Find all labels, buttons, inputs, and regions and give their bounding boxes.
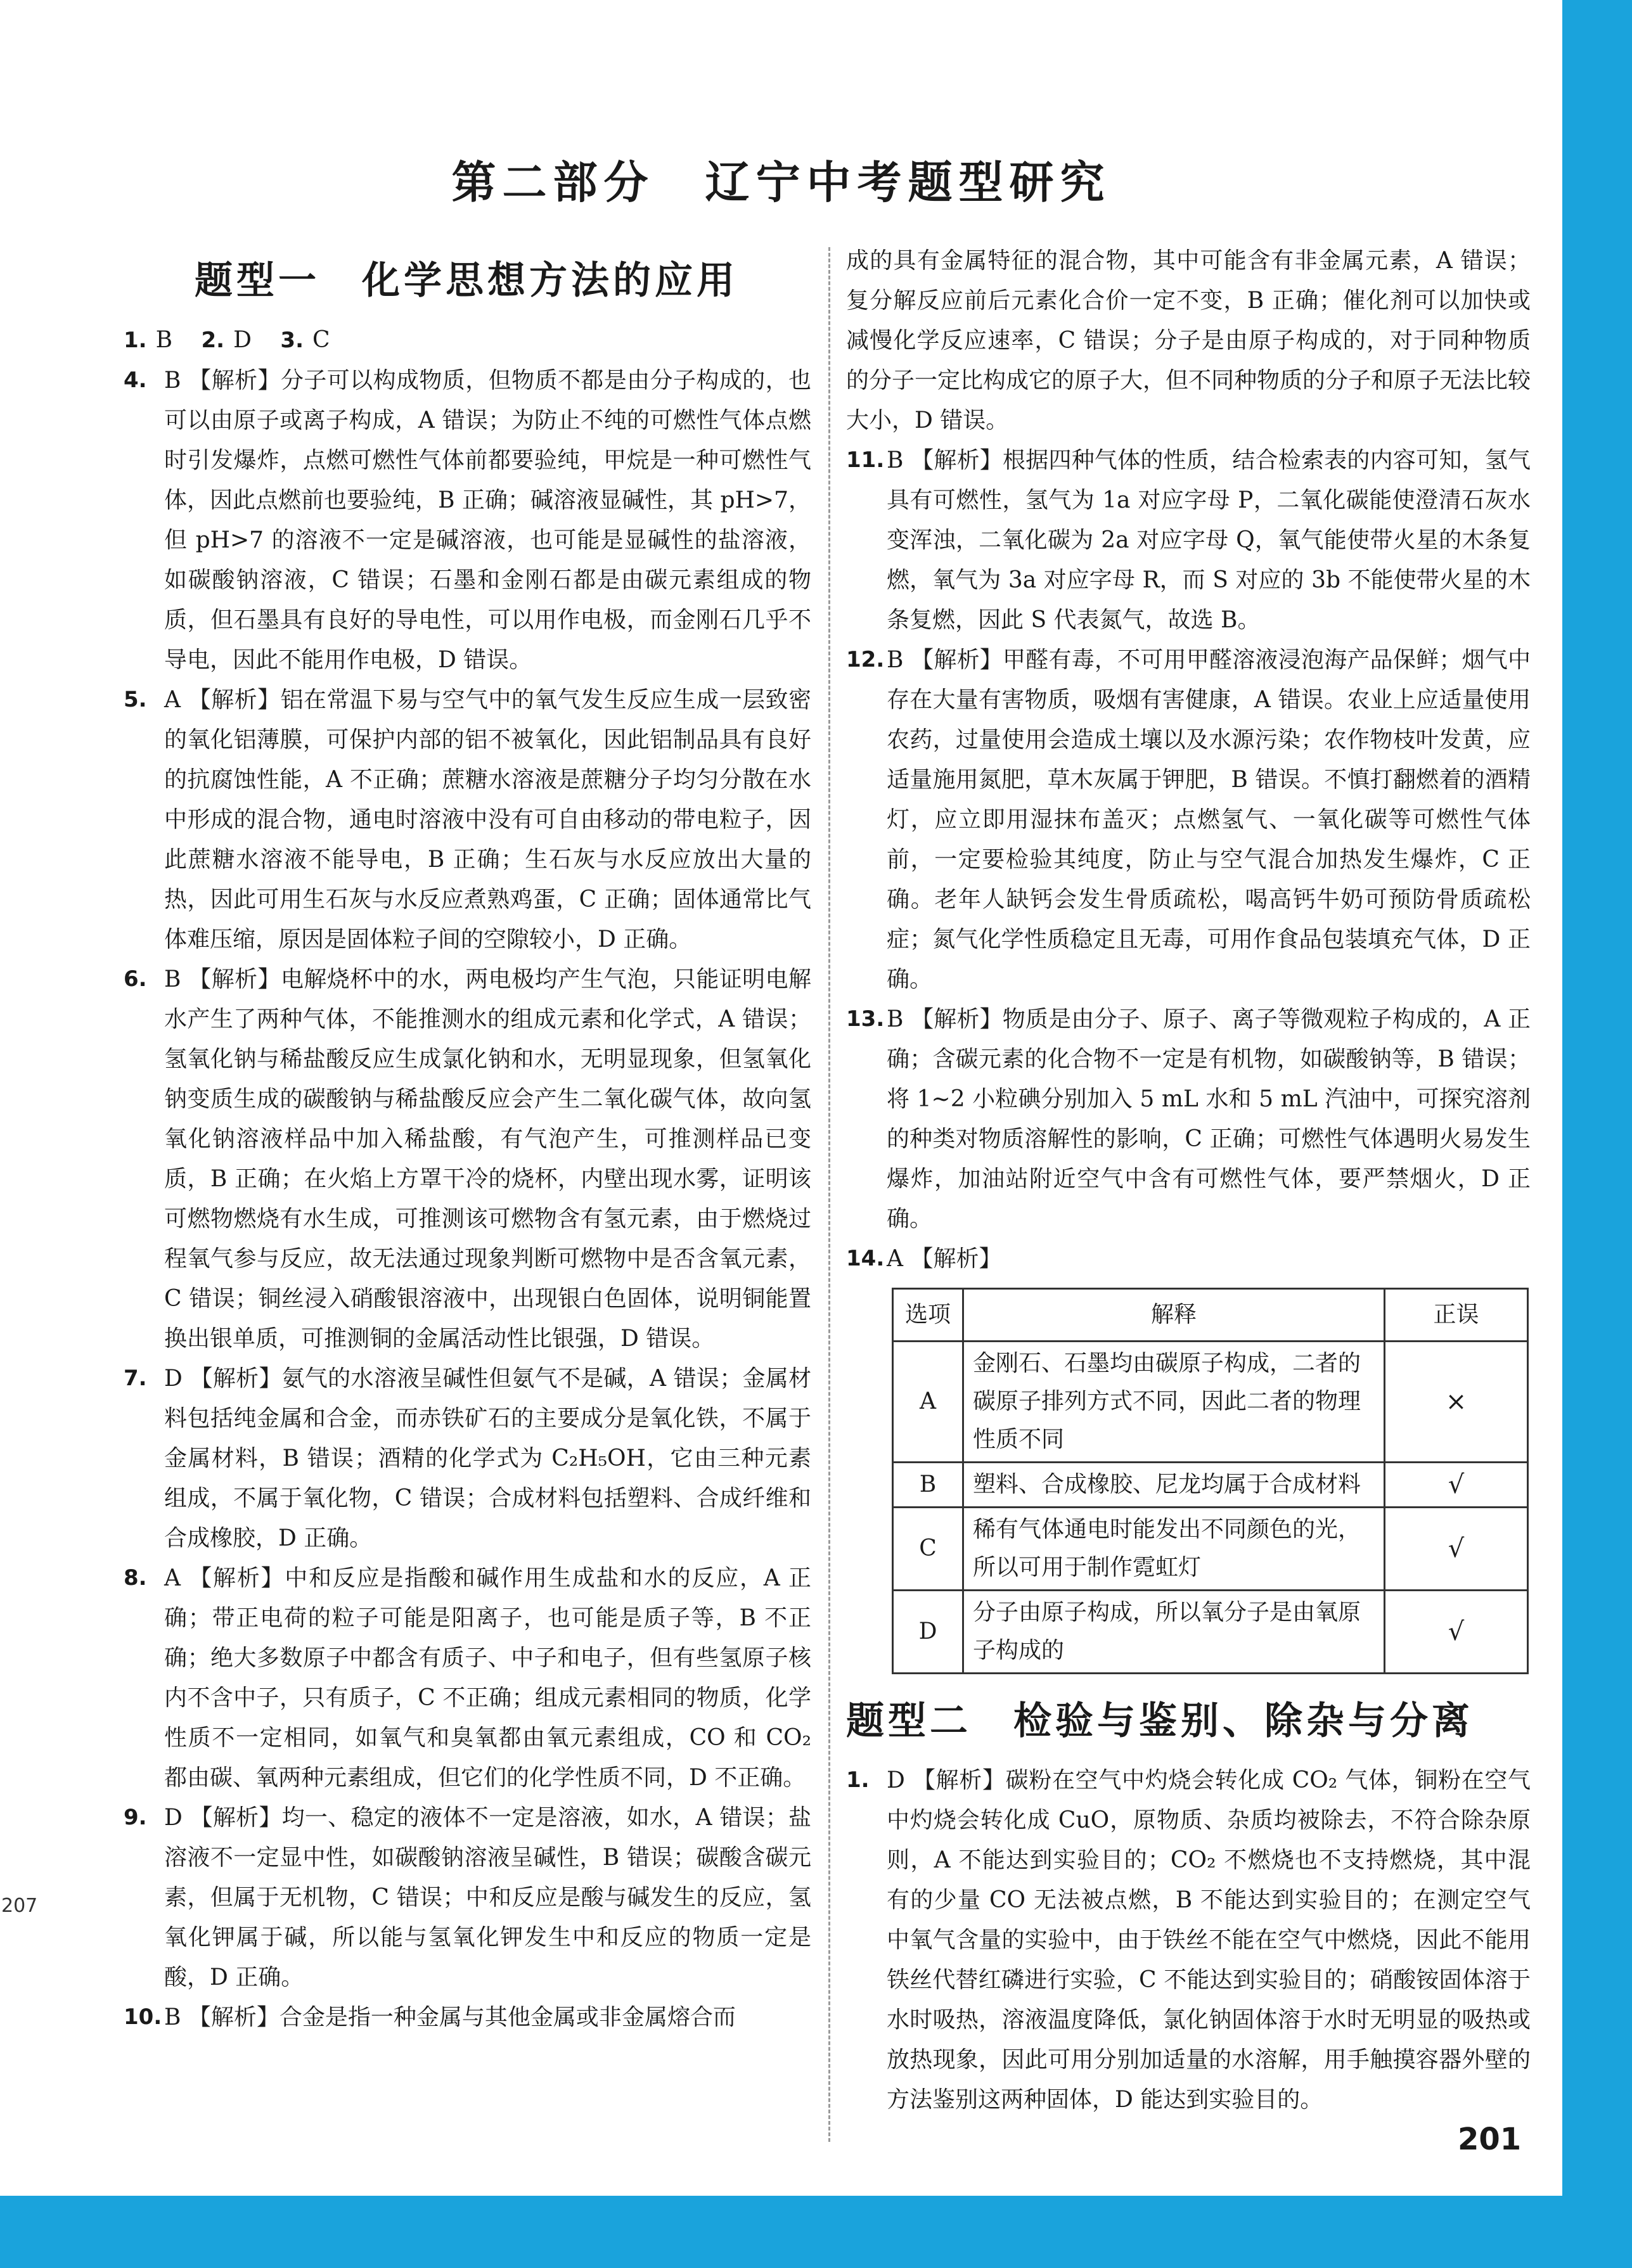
answer-item bbox=[846, 1239, 1531, 1279]
item-text: D 【解析】碳粉在空气中灼烧会转化成 CO₂ 气体，铜粉在空气中灼烧会转化成 CuO，原物质、杂质均被除去，不符合除杂原则，A 不能达到实验目的；CO₂ 不燃烧也不支持燃烧，其中混有的少量 CO 无法被点燃，B 不能达到实验目的；在测定空气中氧气含量的实验中，由于铁丝不能在空气中燃烧，因此不能用铁丝代替红磷进行实验，C 不能达到实验目的；硝酸铵固体溶于水时吸热，溶液温度降低，氯化钠固体溶于水时无明显的吸热或放热现象，因此可用分别加适量的水溶解，用手触摸容器外壁的方法鉴别这两种固体，D 能达到实验目的。 bbox=[887, 1767, 1531, 2113]
item-text: A 【解析】中和反应是指酸和碱作用生成盐和水的反应，A 正确；带正电荷的粒子可能是阳离子，也可能是质子等，B 不正确；绝大多数原子中都含有质子、中子和电子，但有些氢原子核内不含中子，只有质子，C 不正确；组成元素相同的物质，化学性质不一定相同，如氧气和臭氧都由氧元素组成，CO 和 CO₂ 都由碳、氧两种元素组成，但它们的化学性质不同，D 不正确。 bbox=[164, 1565, 811, 1791]
table-header: 解释 bbox=[963, 1289, 1385, 1342]
table-header: 选项 bbox=[893, 1289, 963, 1342]
answer-num: 1. bbox=[124, 328, 147, 353]
item-text: A 【解析】 bbox=[887, 1246, 1002, 1272]
answer-item bbox=[124, 959, 811, 1359]
item-text: D 【解析】均一、稳定的液体不一定是溶液，如水，A 错误；盐溶液不一定显中性，如碳酸钠溶液呈碱性，B 错误；碳酸含碳元素，但属于无机物，C 错误；中和反应是酸与碱发生的反应，氢氧化钾属于碱，所以能与氢氧化钾发生中和反应的物质一定是酸，D 正确。 bbox=[164, 1805, 811, 1990]
item-text: D 【解析】氨气的水溶液呈碱性但氨气不是碱，A 错误；金属材料包括纯金属和合金，而赤铁矿石的主要成分是氧化铁，不属于金属材料，B 错误；酒精的化学式为 C₂H₅OH，它由三种元素组成，不属于氧化物，C 错误；合成材料包括塑料、合成纤维和合成橡胶，D 正确。 bbox=[164, 1366, 811, 1551]
answer-item bbox=[124, 361, 811, 680]
continued-text: 成的具有金属特征的混合物，其中可能含有非金属元素，A 错误；复分解反应前后元素化合价一定不变，B 正确；催化剂可以加快或减慢化学反应速率，C 错误；分子是由原子构成的，对于同种物质的分子一定比构成它的原子大，但不同种物质的分子和原子无法比较大小，D 错误。 bbox=[846, 248, 1531, 433]
answer-item bbox=[846, 999, 1531, 1239]
table-header: 正误 bbox=[1385, 1289, 1528, 1342]
answer-item bbox=[124, 1997, 811, 2037]
item-number: 4. bbox=[124, 368, 147, 393]
answer-value: C bbox=[312, 327, 330, 353]
table-row bbox=[893, 1342, 1528, 1463]
verdict-cell: × bbox=[1385, 1342, 1528, 1463]
answer-item bbox=[846, 1760, 1531, 2120]
item-number: 1. bbox=[846, 1767, 870, 1793]
option-cell: B bbox=[893, 1463, 963, 1508]
column-divider bbox=[828, 247, 830, 2142]
item-number: 11. bbox=[846, 447, 885, 473]
table-header-row bbox=[893, 1289, 1528, 1342]
item-number: 6. bbox=[124, 966, 147, 992]
item-number: 10. bbox=[124, 2004, 162, 2030]
explanation-cell: 塑料、合成橡胶、尼龙均属于合成材料 bbox=[963, 1463, 1385, 1508]
item-text: B 【解析】物质是由分子、原子、离子等微观粒子构成的，A 正确；含碳元素的化合物不一定是有机物，如碳酸钠等，B 错误；将 1~2 小粒碘分别加入 5 mL 水和 5 mL 汽油中，可探究溶剂的种类对物质溶解性的影响，C 正确；可燃性气体遇明火易发生爆炸，加油站附近空气中含有可燃性气体，要严禁烟火，D 正确。 bbox=[887, 1006, 1531, 1232]
item-text: B 【解析】合金是指一种金属与其他金属或非金属熔合而 bbox=[164, 2004, 736, 2030]
answer-item bbox=[124, 1798, 811, 1997]
explanation-cell: 金刚石、石墨均由碳原子构成，二者的碳原子排列方式不同，因此二者的物理性质不同 bbox=[963, 1342, 1385, 1463]
explanation-cell: 稀有气体通电时能发出不同颜色的光，所以可用于制作霓虹灯 bbox=[963, 1508, 1385, 1591]
item-text: B 【解析】分子可以构成物质，但物质不都是由分子构成的，也可以由原子或离子构成，A 错误；为防止不纯的可燃性气体点燃时引发爆炸，点燃可燃性气体前都要验纯，甲烷是一种可燃性气体，因此点燃前也要验纯，B 正确；碱溶液显碱性，其 pH>7，但 pH>7 的溶液不一定是碱溶液，也可能是显碱性的盐溶液，如碳酸钠溶液，C 错误；石墨和金刚石都是由碳元素组成的物质，但石墨具有良好的导电性，可以用作电极，而金刚石几乎不导电，因此不能用作电极，D 错误。 bbox=[164, 368, 811, 673]
answer-item bbox=[846, 640, 1531, 999]
page-number: 201 bbox=[1458, 2122, 1522, 2157]
right-column bbox=[846, 241, 1531, 2120]
item-number: 9. bbox=[124, 1805, 147, 1830]
item-number: 8. bbox=[124, 1565, 147, 1591]
answer-num: 3. bbox=[280, 328, 304, 353]
item-text: A 【解析】铝在常温下易与空气中的氧气发生反应生成一层致密的氧化铝薄膜，可保护内部的铝不被氧化，因此铝制品具有良好的抗腐蚀性能，A 不正确；蔗糖水溶液是蔗糖分子均匀分散在水中形成的混合物，通电时溶液中没有可自由移动的带电粒子，因此蔗糖水溶液不能导电，B 正确；生石灰与水反应放出大量的热，因此可用生石灰与水反应煮熟鸡蛋，C 正确；固体通常比气体难压缩，原因是固体粒子间的空隙较小，D 正确。 bbox=[164, 687, 811, 952]
verdict-cell: √ bbox=[1385, 1508, 1528, 1591]
answer-item bbox=[846, 440, 1531, 640]
item-text: B 【解析】根据四种气体的性质，结合检索表的内容可知，氢气具有可燃性，氢气为 1a 对应字母 P，二氧化碳能使澄清石灰水变浑浊，二氧化碳为 2a 对应字母 Q，氧气能使带火星的木条复燃，氧气为 3a 对应字母 R，而 S 对应的 3b 不能使带火星的木条复燃，因此 S 代表氮气，故选 B。 bbox=[887, 447, 1531, 633]
side-page-number: 207 bbox=[1, 1895, 38, 1917]
item-text: B 【解析】电解烧杯中的水，两电极均产生气泡，只能证明电解水产生了两种气体，不能推测水的组成元素和化学式，A 错误；氢氧化钠与稀盐酸反应生成氯化钠和水，无明显现象，但氢氧化钠变质生成的碳酸钠与稀盐酸反应会产生二氧化碳气体，故向氢氧化钠溶液样品中加入稀盐酸，有气泡产生，可推测样品已变质，B 正确；在火焰上方罩干冷的烧杯，内壁出现水雾，证明该可燃物燃烧有水生成，可推测该可燃物含有氢元素，由于燃烧过程氧气参与反应，故无法通过现象判断可燃物中是否含氧元素，C 错误；铜丝浸入硝酸银溶液中，出现银白色固体，说明铜能置换出银单质，可推测铜的金属活动性比银强，D 错误。 bbox=[164, 966, 811, 1352]
explanation-table bbox=[892, 1288, 1529, 1674]
item-number: 12. bbox=[846, 647, 885, 672]
answer-value: B bbox=[155, 327, 173, 353]
answer-num: 2. bbox=[201, 328, 225, 353]
answer-value: D bbox=[233, 327, 252, 353]
left-column bbox=[124, 250, 811, 2037]
part-title: 第二部分 辽宁中考题型研究 bbox=[451, 157, 1111, 208]
table-row bbox=[893, 1591, 1528, 1674]
answer-item bbox=[124, 680, 811, 959]
option-cell: C bbox=[893, 1508, 963, 1591]
item-number: 13. bbox=[846, 1006, 885, 1032]
answer-item bbox=[124, 1558, 811, 1798]
section-title-2: 题型二 检验与鉴别、除杂与分离 bbox=[846, 1699, 1474, 1743]
explanation-cell: 分子由原子构成，所以氧分子是由氧原子构成的 bbox=[963, 1591, 1385, 1674]
table-row bbox=[893, 1463, 1528, 1508]
item-text: B 【解析】甲醛有毒，不可用甲醛溶液浸泡海产品保鲜；烟气中存在大量有害物质，吸烟有害健康，A 错误。农业上应适量使用农药，过量使用会造成土壤以及水源污染；农作物枝叶发黄，应适量施用氮肥，草木灰属于钾肥，B 错误。不慎打翻燃着的酒精灯，应立即用湿抹布盖灭；点燃氢气、一氧化碳等可燃性气体前，一定要检验其纯度，防止与空气混合加热发生爆炸，C 正确。老年人缺钙会发生骨质疏松，喝高钙牛奶可预防骨质疏松症；氮气化学性质稳定且无毒，可用作食品包装填充气体，D 正确。 bbox=[887, 647, 1531, 992]
answer-item bbox=[124, 1359, 811, 1558]
item-number: 7. bbox=[124, 1366, 147, 1391]
option-cell: D bbox=[893, 1591, 963, 1674]
verdict-cell: √ bbox=[1385, 1463, 1528, 1508]
table-row bbox=[893, 1508, 1528, 1591]
short-answers bbox=[124, 320, 811, 361]
item-number: 14. bbox=[846, 1246, 885, 1271]
verdict-cell: √ bbox=[1385, 1591, 1528, 1674]
item-number: 5. bbox=[124, 687, 147, 712]
option-cell: A bbox=[893, 1342, 963, 1463]
section-title-1: 题型一 化学思想方法的应用 bbox=[195, 259, 738, 303]
